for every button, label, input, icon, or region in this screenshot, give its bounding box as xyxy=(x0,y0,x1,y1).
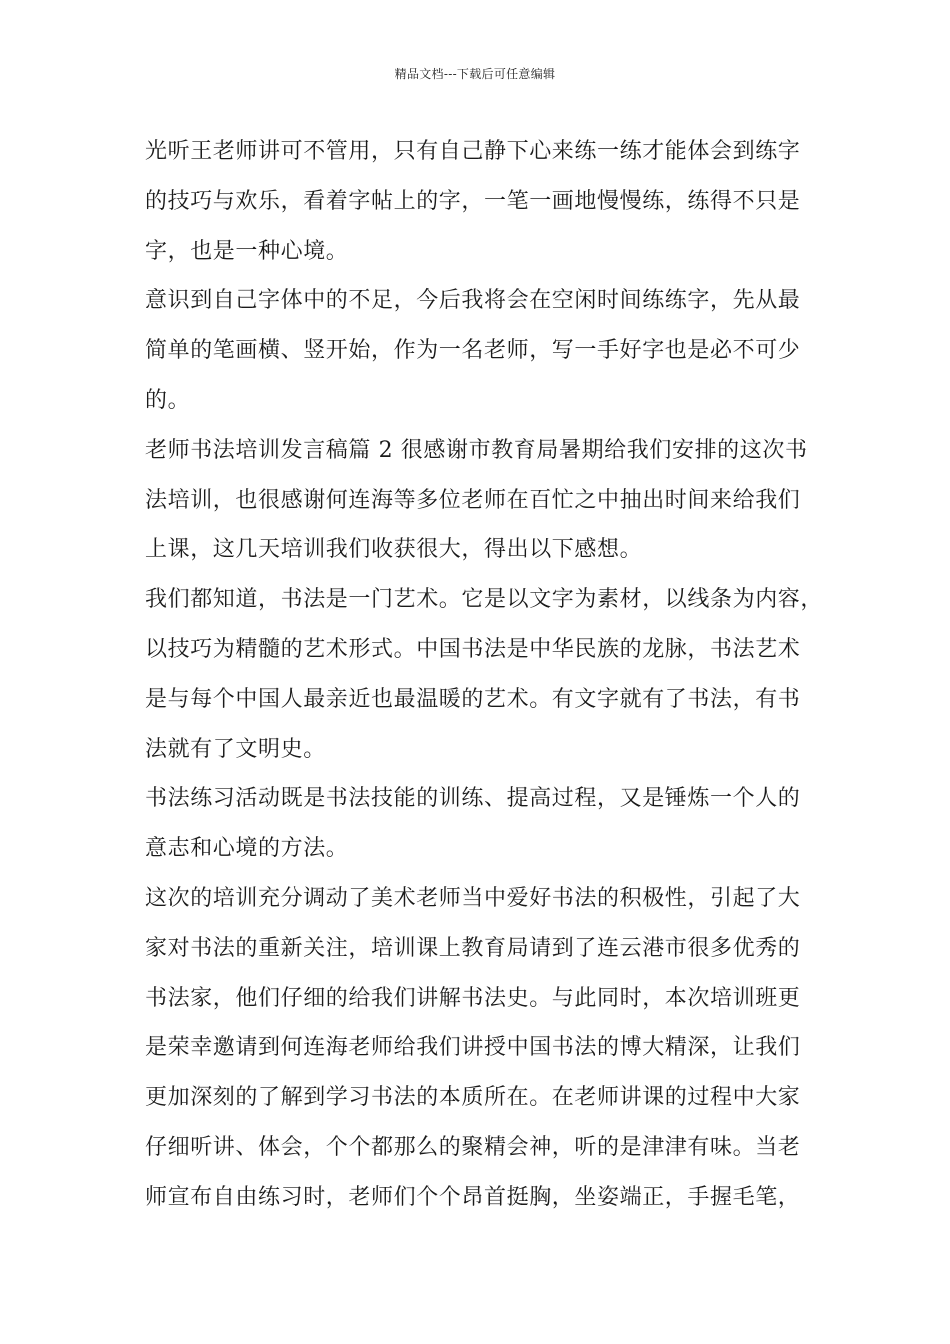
text-line: 法培训，也很感谢何连海等多位老师在百忙之中抽出时间来给我们 xyxy=(145,487,801,513)
text-line: 我们都知道，书法是一门艺术。它是以文字为素材，以线条为内容， xyxy=(145,587,824,613)
text-line: 意识到自己字体中的不足，今后我将会在空闲时间练练字，先从最 xyxy=(145,288,801,314)
text-line: 仔细听讲、体会，个个都那么的聚精会神，听的是津津有味。当老 xyxy=(145,1134,801,1160)
page-header: 精品文档---下载后可任意编辑 xyxy=(394,67,556,81)
text-line: 的。 xyxy=(145,387,191,413)
paragraph xyxy=(145,575,824,774)
paragraph xyxy=(145,874,810,1223)
paragraph xyxy=(145,276,810,425)
text-line: 光听王老师讲可不管用，只有自己静下心来练一练才能体会到练字 xyxy=(145,139,801,164)
text-line: 书法家，他们仔细的给我们讲解书法史。与此同时，本次培训班更 xyxy=(145,985,801,1011)
text-line: 意志和心境的方法。 xyxy=(145,836,349,862)
paragraph xyxy=(145,127,810,276)
text-line: 法就有了文明史。 xyxy=(145,736,326,762)
text-line: 这次的培训充分调动了美术老师当中爱好书法的积极性，引起了大 xyxy=(145,885,801,911)
document-body xyxy=(145,127,824,1223)
text-line: 是荣幸邀请到何连海老师给我们讲授中国书法的博大精深，让我们 xyxy=(145,1035,801,1061)
text-line: 上课，这几天培训我们收获很大，得出以下感想。 xyxy=(145,537,643,563)
text-line: 书法练习活动既是书法技能的训练、提高过程，又是锤炼一个人的 xyxy=(145,786,801,812)
paragraph xyxy=(145,774,810,874)
text-line: 家对书法的重新关注，培训课上教育局请到了连云港市很多优秀的 xyxy=(145,935,801,961)
text-line: 师宣布自由练习时，老师们个个昂首挺胸，坐姿端正，手握毛笔， xyxy=(145,1184,801,1210)
text-line: 更加深刻的了解到学习书法的本质所在。在老师讲课的过程中大家 xyxy=(145,1085,801,1111)
text-line: 字，也是一种心境。 xyxy=(145,238,349,264)
text-line: 老师书法培训发言稿篇 2 很感谢市教育局暑期给我们安排的这次书 xyxy=(145,437,808,463)
text-line: 是与每个中国人最亲近也最温暖的艺术。有文字就有了书法，有书 xyxy=(145,686,801,712)
paragraph xyxy=(145,426,810,575)
text-line: 以技巧为精髓的艺术形式。中国书法是中华民族的龙脉，书法艺术 xyxy=(145,636,801,662)
text-line: 简单的笔画横、竖开始，作为一名老师，写一手好字也是必不可少 xyxy=(145,338,801,364)
text-line: 的技巧与欢乐，看着字帖上的字，一笔一画地慢慢练，练得不只是 xyxy=(145,188,801,214)
